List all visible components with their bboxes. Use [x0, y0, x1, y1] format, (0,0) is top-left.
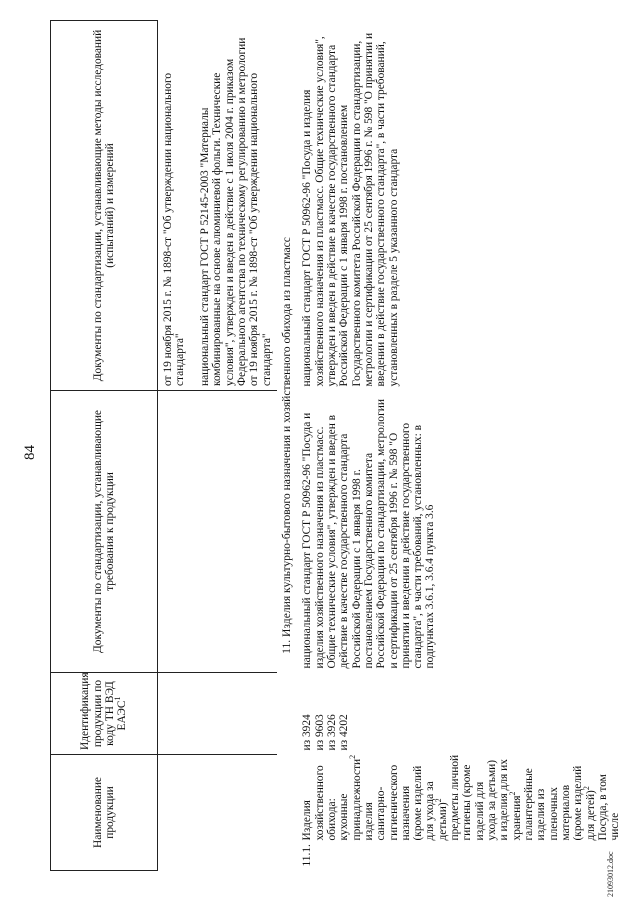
- section-title: 11. Изделия культурно-бытового назначения и хозяйственного обихода из пластмасс: [279, 237, 293, 654]
- methods-cell: национальный стандарт ГОСТ Р 50962-96 "Посуда и изделия хозяйственного назначения из пластмасс. Общие технические условия", утвержден и введен в действие в качестве государственного стандарта Российской Федерации с 1 января 1998 г. постановлением Государственного комитета Российской Федерации по стандартизации, метрологии и сертификации от 25 сентября 1996 г. № 598 "О принятии и введении в действие государственного стандарта", в части требований, установленных в разделе 5 указанного стандарта: [301, 32, 400, 387]
- product-name-cell: [297, 755, 625, 871]
- product-name-line: галантерейные изделия из пленочных материалов (кроме изделий для детей)$^2$: [522, 765, 597, 841]
- section-row: [277, 21, 298, 871]
- product-name-line: Посуда, в том числе: [596, 774, 622, 841]
- table-header-row: [51, 21, 158, 871]
- tnved-code-cell: из 3924 из 9603 из 3926 из 4202: [301, 714, 351, 751]
- table-row: [297, 21, 625, 871]
- document-file-code: 21093012.doc: [606, 851, 615, 897]
- requirements-cell: национальный стандарт ГОСТ Р 50962-96 "Посуда и изделия хозяйственного назначения из пластмасс. Общие технические условия", утвержден и введен в действие в качестве государственного стандарта Российской Федерации с 1 января 1998 г. постановлением Государственного комитета Российской Федерации по стандартизации, метрологии и сертификации от 25 сентября 1996 г. № 598 "О принятии и введении в действие государственного стандарта", в части требований, установленных: в подпунктах 3.6.1, 3.6.4 пункта 3.6: [301, 399, 437, 669]
- standards-table: [50, 20, 625, 871]
- header-method-documents: Документы по стандартизации, устанавливающие методы исследований (испытаний) и измерений: [51, 21, 158, 391]
- product-name-line: предметы личной гигиены (кроме изделий для ухода за детьми) и изделия для их хранения$^2$: [449, 754, 523, 841]
- header-requirement-documents: Документы по стандартизации, устанавливающие требования к продукции: [51, 391, 158, 673]
- header-tnved-footnote: 1: [113, 696, 123, 701]
- header-product-name: Наименование продукции: [51, 755, 158, 871]
- continuation-row: [158, 21, 277, 871]
- product-name-line: Изделия хозяйственного обихода:: [301, 765, 338, 841]
- header-tnved-code: Идентификация продукции по коду ТН ВЭД ЕАЭС$^1$: [51, 673, 158, 755]
- product-name-line: изделия санитарно-гигиенического назначения (кроме изделий для ухода за детьми)$^2$: [362, 764, 449, 841]
- continuation-methods-cell: от 19 ноября 2015 г. № 1898-ст "Об утверждении национального стандарта" национальный стандарт ГОСТ Р 52145-2003 "Материалы комбинированные на основе алюминиевой фольги. Технические условия", утвержден и введен в действие с 1 июля 2004 г. приказом Федерального агентства по техническому регулированию и метрологии от 19 ноября 2015 г. № 1898-ст "Об утверждении национального стандарта": [162, 37, 273, 386]
- item-number: 11.1.: [301, 844, 314, 867]
- product-name-line: кухонные принадлежности$^2$: [338, 754, 363, 841]
- page-number: 84: [22, 445, 38, 460]
